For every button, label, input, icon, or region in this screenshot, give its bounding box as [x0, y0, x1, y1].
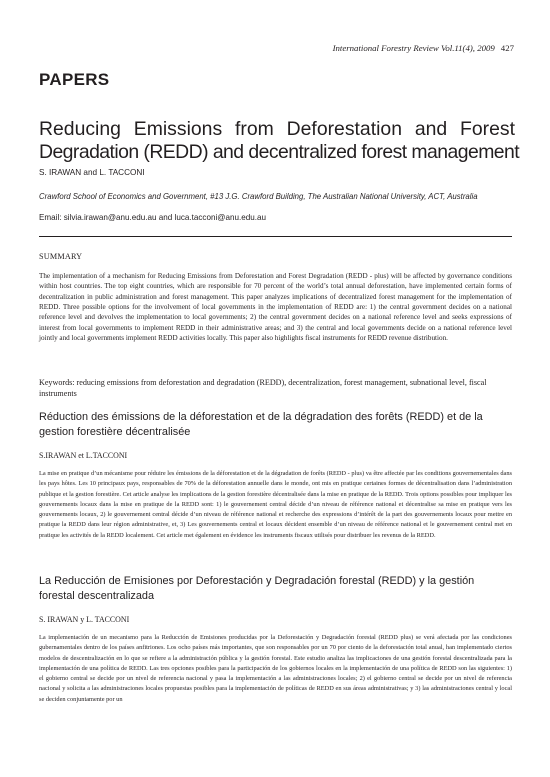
summary-text: The implementation of a mechanism for Reducing Emissions from Deforestation and Forest Degradation (REDD - plus) will be affected by governance conditions within host countries. The top eight countries, which are responsible for 70 percent of the world’s total annual deforestation, have implemented certain forms of decentralization in public administration and forest management. This paper analyzes implications of decentralized forest management for the implementation of REDD. Three possible options for the involvement of local governments in the implementation of REDD are: 1) the central government decides on a national reference level and devolves the implementation to local governments; 2) the central government decides on a national reference level and seeks expressions of interest from local governments to implement REDD in their administrative areas; and 3) the central and local governments decide on a national reference level jointly and local governments implement REDD activities locally. This paper also highlights fiscal instruments for REDD revenue distribution.	[39, 272, 512, 343]
title-line-1: Reducing Emissions from Deforestation and Forest	[39, 118, 515, 140]
section-label: PAPERS	[39, 70, 110, 89]
title-line-2: Degradation (REDD) and decentralized forest management	[39, 140, 520, 163]
summary-heading: SUMMARY	[39, 252, 83, 261]
running-header	[333, 43, 514, 53]
spanish-authors: S. IRAWAN y L. TACCONI	[39, 615, 130, 624]
author-list: S. IRAWAN and L. TACCONI	[39, 168, 145, 177]
keywords: Keywords: reducing emissions from deforestation and degradation (REDD), decentralization, forest management, subnational level, fiscal instruments	[39, 378, 487, 398]
journal-citation: International Forestry Review Vol.11(4), 2009	[332, 43, 495, 53]
article-title	[39, 118, 520, 163]
french-abstract: La mise en pratique d’un mécanisme pour réduire les émissions de la déforestation et de la dégradation de forêts (REDD - plus) va être affectée par les conditions gouvernementales dans les pays hôtes. Les 10 principaux pays, responsables de 70% de la déforestation annuelle dans le monde, ont mis en pratique certaines formes de décentralisation dans l’administration publique et la gestion forestière. Cet article analyse les implications de la gestion forestière décentralisée dans la mise en pratique de la REDD. Trois options possibles pour impliquer les gouvernements locaux dans la mise en pratique de la REDD sont: 1) le gouvernement central décide d’un niveau de référence national et décentralise sa mise en pratique vers les gouvernements locaux, 2) le gouvernement central décide d’un niveau de référence national et recherche des expressions d’intérêt de la part des gouvernements locaux pour mettre en pratique la REDD dans leur région administrative, et, 3) Les gouvernements central et locaux décident ensemble d’un niveau de référence national et le gouvernement central met en pratique les activités de la REDD localement. Cet article met également en évidence les instruments fiscaux utilisés pour distribuer les revenus de la REDD.	[39, 470, 512, 539]
page-number: 427	[500, 43, 514, 53]
french-title: Réduction des émissions de la déforestation et de la dégradation des forêts (REDD) et de la gestion forestière décentralisée	[39, 411, 483, 438]
divider-top	[39, 236, 512, 237]
contact-email: Email: silvia.irawan@anu.edu.au and luca.tacconi@anu.edu.au	[39, 213, 267, 222]
french-authors: S.IRAWAN et L.TACCONI	[39, 451, 128, 460]
spanish-abstract: La implementación de un mecanismo para la Reducción de Emisiones producidas por la Deforestación y Degradación forestal (REDD plus) se verá afectada por las condiciones gubernamentales dentro de los países anfitriones. Los ocho países más importantes, que son responsables por un 70 por ciento de la deforestación total anual, han implementado ciertos modelos de descentralización en lo que se refiere a la administración pública y la gestión forestal. Este estudio analiza las implicaciones de una gestión forestal descentralizada para la implementación de una política de REDD. Las tres opciones posibles para la participación de los gobiernos locales en la implementación de una política de REDD son las siguientes: 1) el gobierno central se decide por un nivel de referencia nacional y pasa la implementación a las administraciones locales; 2) el gobierno central se decide por un nivel de referencia nacional y solicita a las administraciones locales propuestas posibles para la implementación de políticas de REDD en sus áreas administrativas; y 3) las administraciones central y local se deciden conjuntamente por un	[39, 634, 512, 703]
spanish-title: La Reducción de Emisiones por Deforestación y Degradación forestal (REDD) y la gestión forestal descentralizada	[39, 575, 475, 602]
affiliation: Crawford School of Economics and Government, #13 J.G. Crawford Building, The Australian National University, ACT, Australia	[39, 192, 478, 201]
